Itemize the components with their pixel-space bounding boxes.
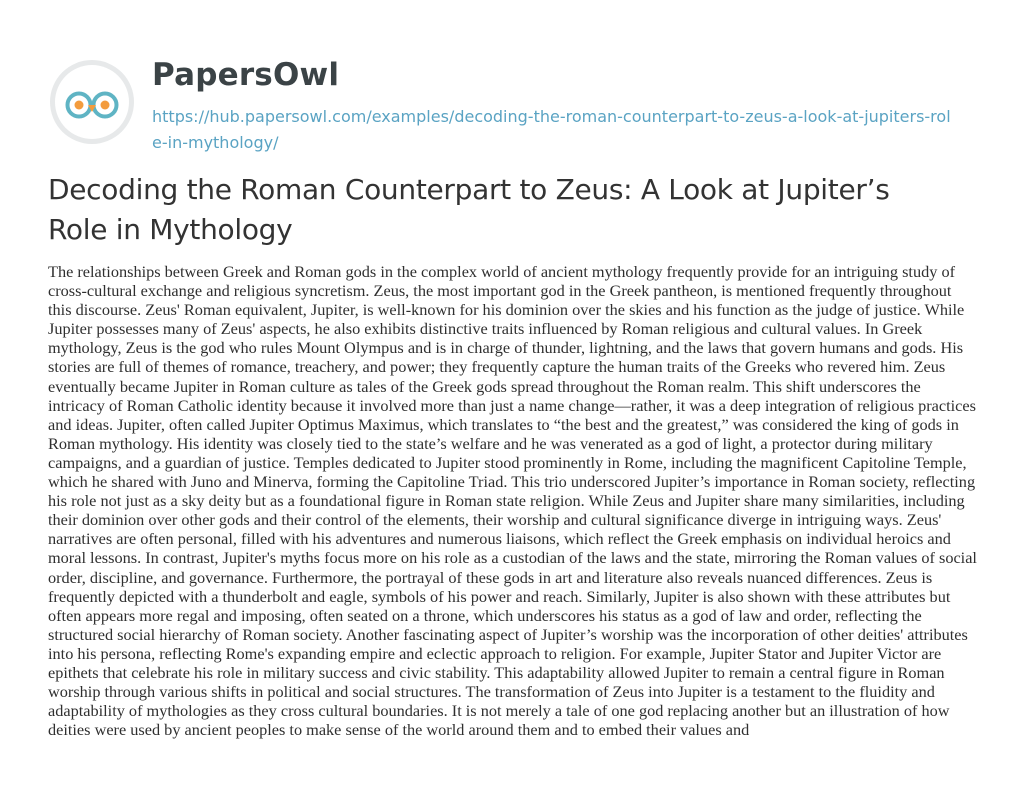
article-title: Decoding the Roman Counterpart to Zeus: A Look at Jupiter’s Role in Mythology xyxy=(48,173,890,246)
site-header xyxy=(48,42,978,162)
owl-eyes-icon[interactable] xyxy=(48,58,136,146)
brand-name[interactable]: PapersOwl xyxy=(152,57,340,93)
article-body: The relationships between Greek and Roman gods in the complex world of ancient mythology frequently provide for an intriguing study of cross-cultural exchange and religious syncretism. Zeus, the most important god in the Greek pantheon, is mentioned frequently throughout this discourse. Zeus' Roman equivalent, Jupiter, is well-known for his dominion over the skies and his function as the judge of justice. While Jupiter possesses many of Zeus' aspects, he also exhibits distinctive traits influenced by Roman religious and cultural values. In Greek mythology, Zeus is the god who rules Mount Olympus and is in charge of thunder, lightning, and the laws that govern humans and gods. His stories are full of themes of romance, treachery, and power; they frequently capture the human traits of the Greeks who revered him. Zeus eventually became Jupiter in Roman culture as tales of the Greek gods spread throughout the Roman realm. This shift underscores the intricacy of Roman Catholic identity because it involved more than just a name change—rather, it was a deep integration of religious practices and ideas. Jupiter, often called Jupiter Optimus Maximus, which translates to “the best and the greatest,” was considered the king of gods in Roman mythology. His identity was closely tied to the state’s welfare and he was venerated as a god of light, a protector during military campaigns, and a guardian of justice. Temples dedicated to Jupiter stood prominently in Rome, including the magnificent Capitoline Temple, which he shared with Juno and Minerva, forming the Capitoline Triad. This trio underscored Jupiter’s importance in Roman society, reflecting his role not just as a sky deity but as a foundational figure in Roman state religion. While Zeus and Jupiter share many similarities, including their dominion over other gods and their control of the elements, their worship and cultural significance diverge in intriguing ways. Zeus' narratives are often personal, filled with his adventures and numerous liaisons, which reflect the Greek emphasis on individual heroics and moral lessons. In contrast, Jupiter's myths focus more on his role as a custodian of the laws and the state, mirroring the Roman values of social order, discipline, and governance. Furthermore, the portrayal of these gods in art and literature also reveals nuanced differences. Zeus is frequently depicted with a thunderbolt and eagle, symbols of his power and reach. Similarly, Jupiter is also shown with these attributes but often appears more regal and imposing, often seated on a throne, which underscores his status as a god of law and order, reflecting the structured social hierarchy of Roman society. Another fascinating aspect of Jupiter’s worship was the incorporation of other deities' attributes into his persona, reflecting Rome's expanding empire and eclectic approach to religion. For example, Jupiter Stator and Jupiter Victor are epithets that celebrate his role in military success and civic stability. This adaptability allowed Jupiter to remain a central figure in Roman worship through various shifts in political and social structures. The transformation of Zeus into Jupiter is a testament to the fluidity and adaptability of mythologies as they cross cultural boundaries. It is not merely a tale of one god replacing another but an illustration of how deities were used by ancient peoples to make sense of the world around them and to embed their values and xyxy=(48,262,977,740)
source-url-link[interactable]: https://hub.papersowl.com/examples/decoding-the-roman-counterpart-to-zeus-a-look-at-jupiters-role-in-mythology/ xyxy=(152,107,951,152)
